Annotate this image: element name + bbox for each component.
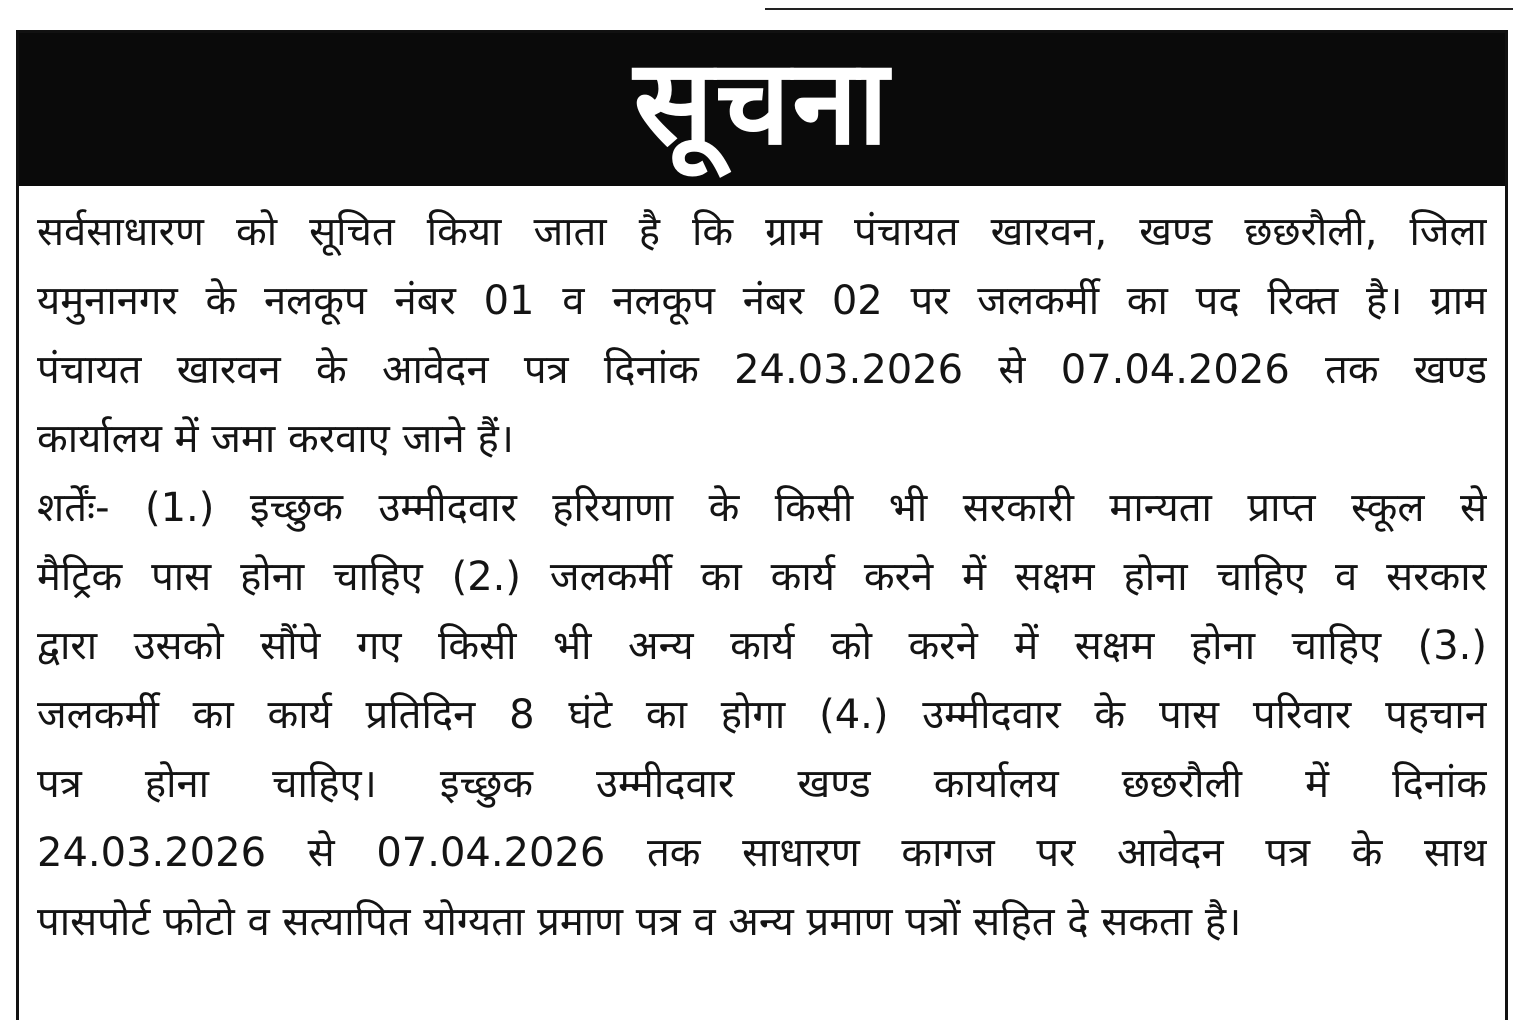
conditions-line: जलकर्मी का कार्य प्रतिदिन 8 घंटे का होगा (4.) उम्मीदवार के पास परिवार पहचान bbox=[37, 692, 1487, 738]
notice-box bbox=[16, 30, 1508, 1020]
top-divider-line bbox=[765, 8, 1513, 10]
intro-paragraph bbox=[37, 198, 1487, 474]
notice-body bbox=[19, 186, 1505, 957]
conditions-paragraph bbox=[37, 474, 1487, 957]
conditions-line: पत्र होना चाहिए। इच्छुक उम्मीदवार खण्ड कार्यालय छछरौली में दिनांक bbox=[37, 761, 1487, 807]
conditions-line: मैट्रिक पास होना चाहिए (2.) जलकर्मी का कार्य करने में सक्षम होना चाहिए व सरकार bbox=[37, 554, 1487, 600]
conditions-line: शर्तेंः- (1.) इच्छुक उम्मीदवार हरियाणा के किसी भी सरकारी मान्यता प्राप्त स्कूल से bbox=[37, 485, 1487, 531]
intro-line: पंचायत खारवन के आवेदन पत्र दिनांक 24.03.2026 से 07.04.2026 तक खण्ड bbox=[37, 347, 1487, 393]
conditions-line: 24.03.2026 से 07.04.2026 तक साधारण कागज पर आवेदन पत्र के साथ bbox=[37, 830, 1487, 876]
conditions-line: द्वारा उसको सौंपे गए किसी भी अन्य कार्य को करने में सक्षम होना चाहिए (3.) bbox=[37, 623, 1487, 669]
intro-line: कार्यालय में जमा करवाए जाने हैं। bbox=[37, 416, 514, 462]
title-bar bbox=[19, 33, 1505, 186]
intro-line: यमुनानगर के नलकूप नंबर 01 व नलकूप नंबर 02 पर जलकर्मी का पद रिक्त है। ग्राम bbox=[37, 278, 1487, 324]
notice-title: सूचना bbox=[633, 32, 891, 171]
intro-line: सर्वसाधारण को सूचित किया जाता है कि ग्राम पंचायत खारवन, खण्ड छछरौली, जिला bbox=[37, 209, 1487, 255]
conditions-line: पासपोर्ट फोटो व सत्यापित योग्यता प्रमाण पत्र व अन्य प्रमाण पत्रों सहित दे सकता है। bbox=[37, 899, 1242, 945]
